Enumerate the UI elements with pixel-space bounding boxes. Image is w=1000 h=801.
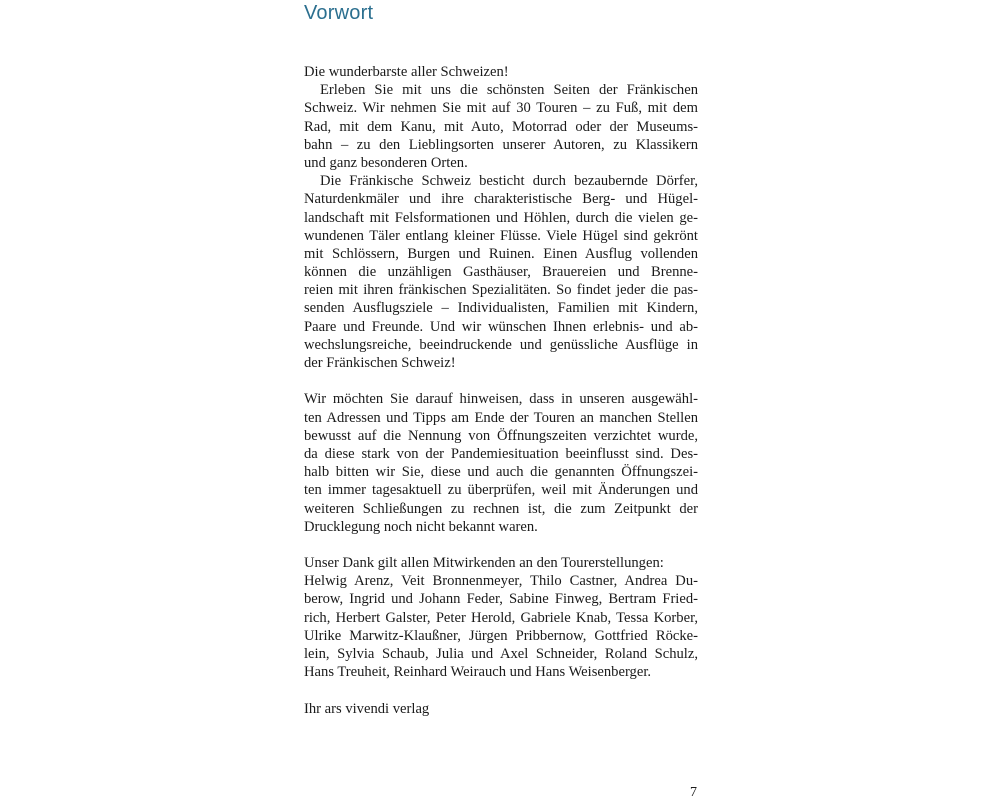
page-title: Vorwort: [304, 2, 374, 24]
text-line: Rad, mit dem Kanu, mit Auto, Motorrad oder der Museums-: [304, 118, 698, 135]
text-line: der Fränkischen Schweiz!: [304, 355, 456, 371]
signature: Ihr ars vivendi verlag: [304, 700, 430, 717]
intro-paragraph: [304, 63, 698, 372]
text-line: Ulrike Marwitz-Klaußner, Jürgen Pribbernow, Gottfried Röcke-: [304, 627, 698, 644]
text-line: Die Fränkische Schweiz besticht durch bezaubernde Dörfer,: [320, 173, 698, 190]
paragraph-gap: [304, 372, 698, 390]
text-line: berow, Ingrid und Johann Feder, Sabine Finweg, Bertram Fried-: [304, 591, 698, 608]
text-line: bewusst auf die Nennung von Öffnungszeiten verzichtet wurde,: [304, 427, 698, 444]
text-line: Schweiz. Wir nehmen Sie mit auf 30 Touren – zu Fuß, mit dem: [304, 100, 698, 117]
text-line: wundenen Täler entlang kleiner Flüsse. Viele Hügel sind gekrönt: [304, 227, 698, 244]
text-line: Wir möchten Sie darauf hinweisen, dass in unseren ausgewähl-: [304, 391, 698, 408]
text-line: senden Ausflugsziele – Individualisten, Familien mit Kindern,: [304, 300, 698, 317]
paragraph-gap: [304, 681, 698, 699]
paragraph-gap: [304, 536, 698, 554]
text-line: und ganz besonderen Orten.: [304, 154, 468, 171]
text-line: wechslungsreiche, beeindruckende und genüssliche Ausflüge in: [304, 336, 698, 353]
text-line: landschaft mit Felsformationen und Höhlen, durch die vielen ge-: [304, 209, 698, 226]
text-line: rich, Herbert Galster, Peter Herold, Gabriele Knab, Tessa Korber,: [304, 609, 698, 626]
text-line: da diese stark von der Pandemiesituation beeinflusst sind. Des-: [304, 445, 698, 462]
text-line: Hans Treuheit, Reinhard Weirauch und Hans Weisenberger.: [304, 664, 652, 681]
text-line: ten immer tagesaktuell zu überprüfen, weil mit Änderungen und: [304, 482, 698, 499]
thanks-paragraph: [304, 554, 698, 681]
text-line: Unser Dank gilt allen Mitwirkenden an den Tourerstellungen:: [304, 555, 664, 572]
text-line: ten Adressen und Tipps am Ende der Touren an manchen Stellen: [304, 409, 698, 426]
text-line: können die unzähligen Gasthäuser, Brauereien und Brenne-: [304, 264, 698, 281]
text-line: Helwig Arenz, Veit Bronnenmeyer, Thilo Castner, Andrea Du-: [304, 573, 698, 590]
page-number: 7: [690, 785, 697, 800]
text-line: Paare und Freunde. Und wir wünschen Ihnen erlebnis- und ab-: [304, 318, 698, 335]
text-line: Naturdenkmäler und ihre charakteristische Berg- und Hügel-: [304, 191, 698, 208]
text-line: Drucklegung noch nicht bekannt waren.: [304, 518, 538, 535]
text-line: weiteren Schließungen zu rechnen ist, die zum Zeitpunkt der: [304, 500, 698, 517]
text-line: Die wunderbarste aller Schweizen!: [304, 64, 509, 80]
text-line: reien mit ihren fränkischen Spezialitäten. So findet jeder die pas-: [304, 282, 698, 299]
notice-paragraph: [304, 390, 698, 536]
text-line: bahn – zu den Lieblingsorten unserer Autoren, zu Klassikern: [304, 136, 698, 153]
body-text: [304, 63, 698, 718]
text-line: halb bitten wir Sie, diese und auch die genannten Öffnungszei-: [304, 464, 698, 481]
text-line: lein, Sylvia Schaub, Julia und Axel Schneider, Roland Schulz,: [304, 646, 698, 662]
text-line: mit Schlössern, Burgen und Ruinen. Einen Ausflug vollenden: [304, 245, 698, 262]
text-line: Erleben Sie mit uns die schönsten Seiten der Fränkischen: [320, 82, 698, 99]
